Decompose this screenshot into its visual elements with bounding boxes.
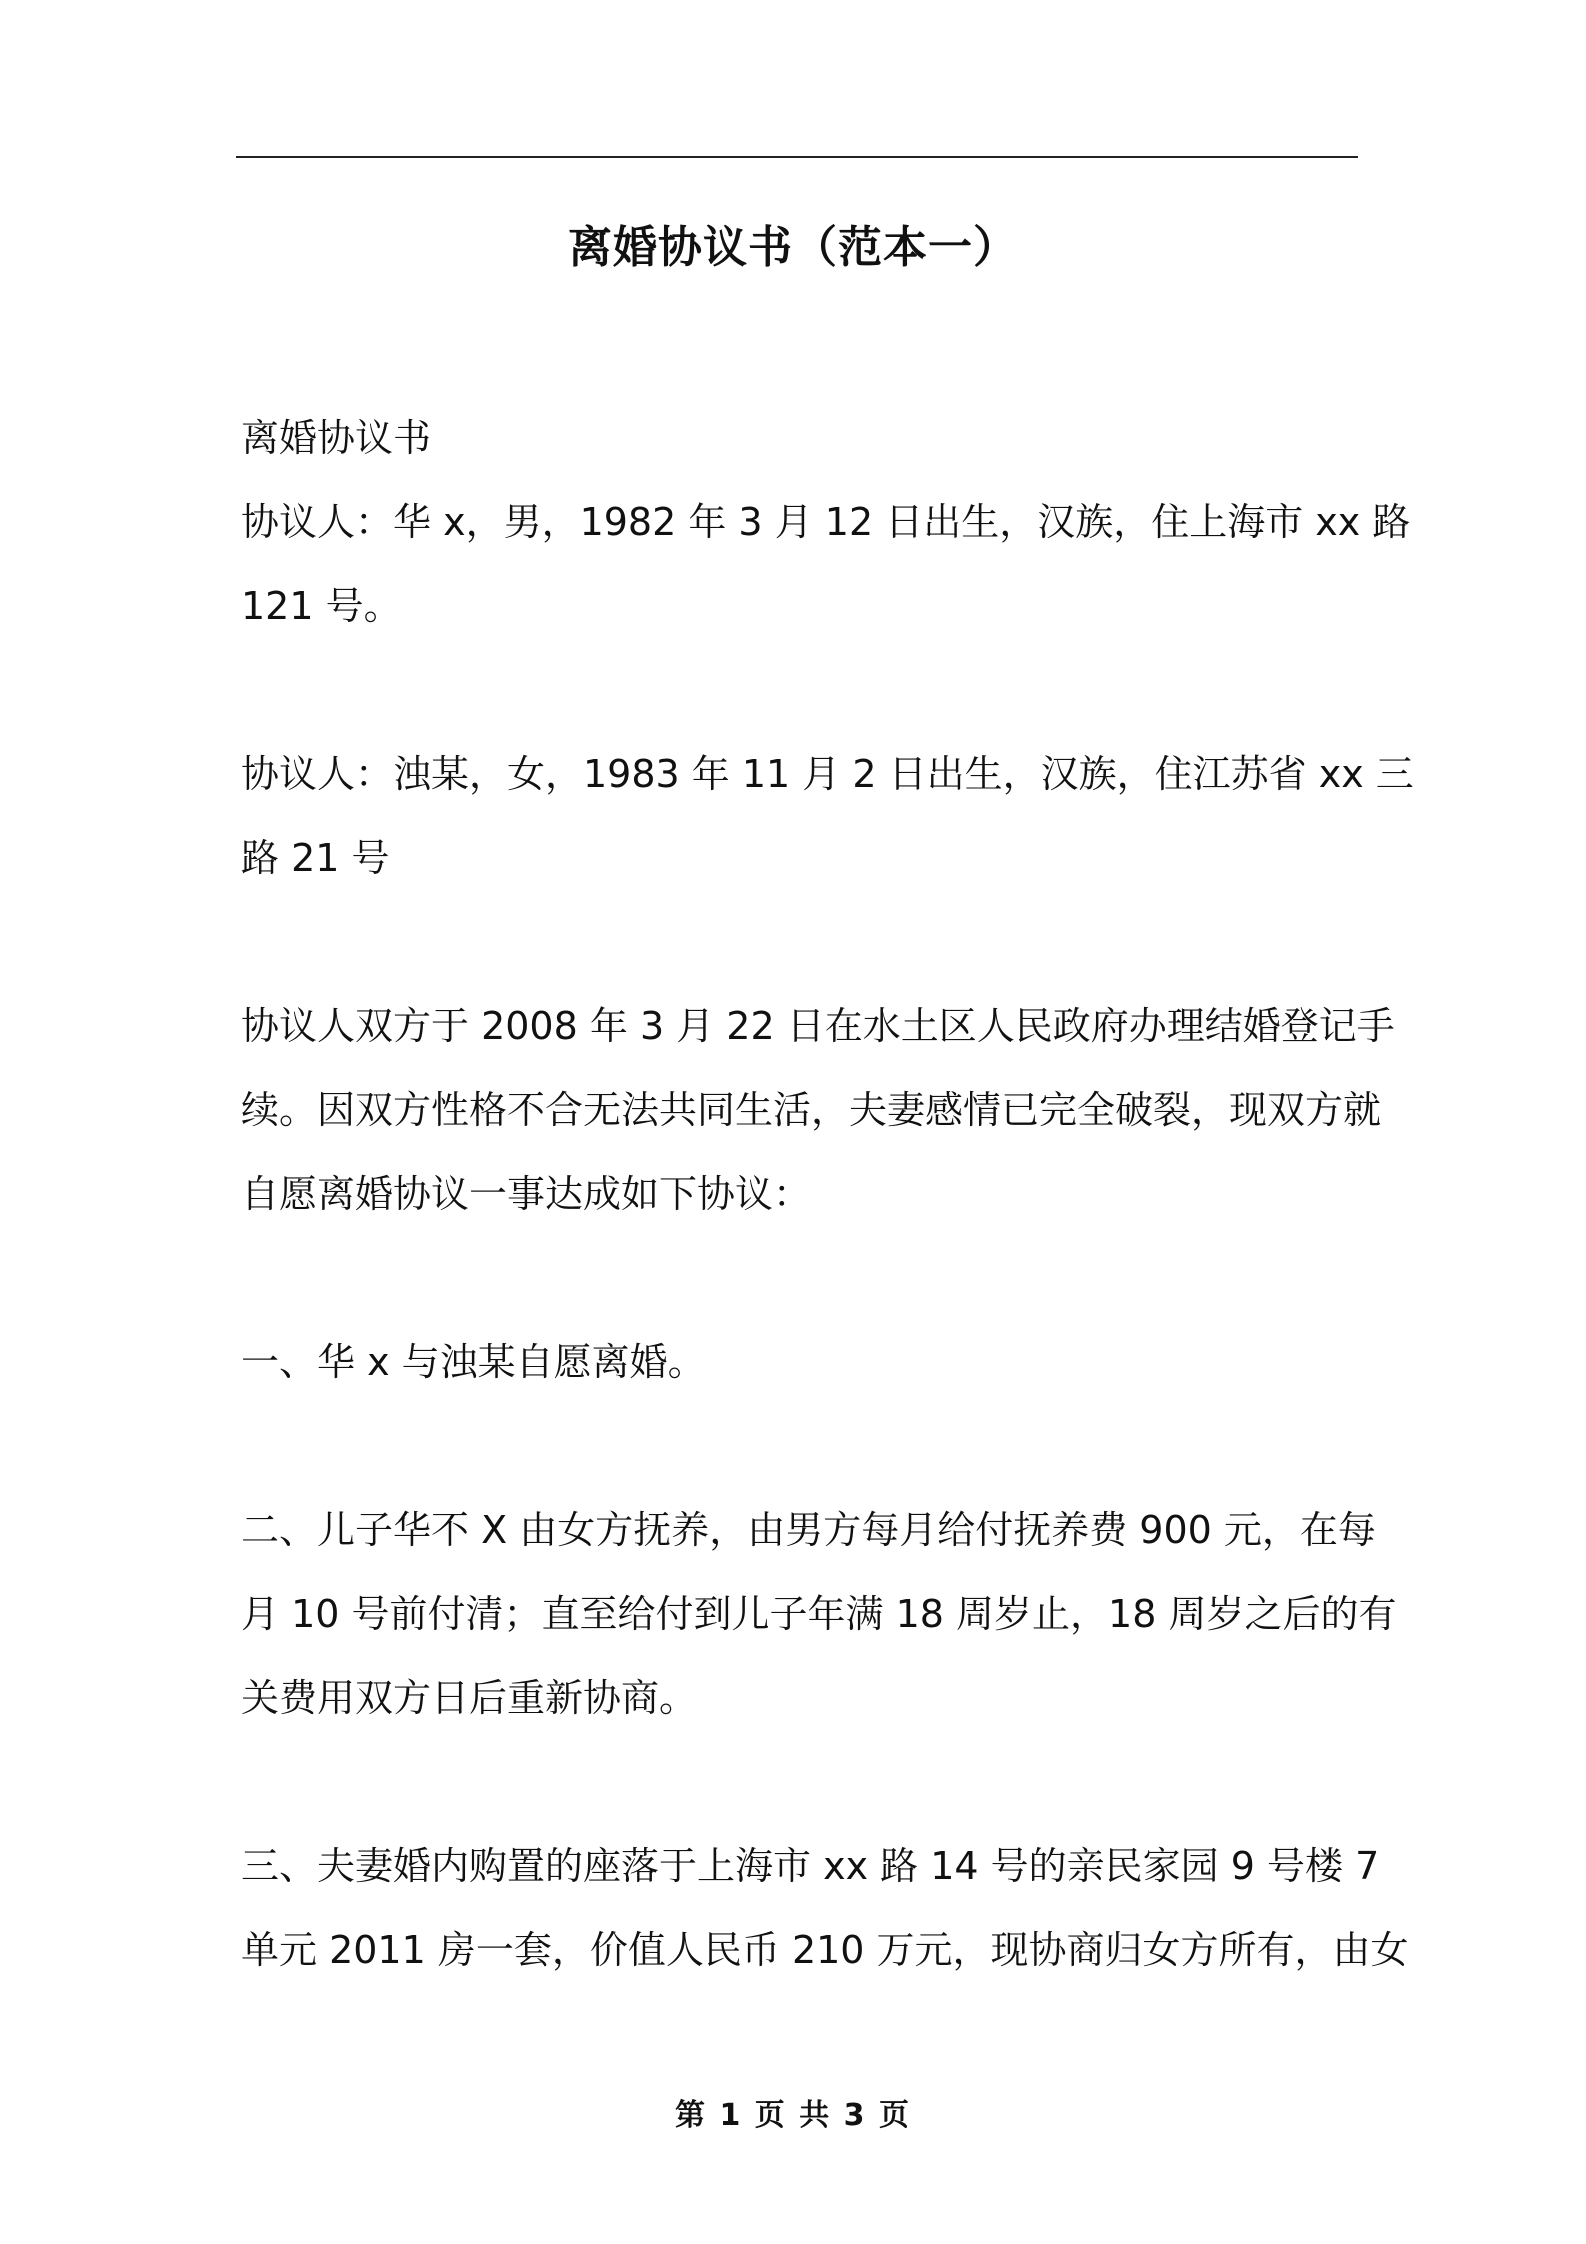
clause-3-line-2: 单元 2011 房一套，价值人民币 210 万元，现协商归女方所有，由女 xyxy=(241,1928,1409,1972)
party-1-paragraph xyxy=(241,480,1411,648)
clause-3-paragraph xyxy=(241,1824,1409,1992)
party-2-line-1: 协议人：浊某，女，1983 年 11 月 2 日出生，汉族，住江苏省 xx 三 xyxy=(241,752,1414,796)
clause-2-line-1: 二、儿子华不 X 由女方抚养，由男方每月给付抚养费 900 元，在每 xyxy=(241,1508,1376,1552)
party-1-line-2: 121 号。 xyxy=(241,584,402,628)
header-divider xyxy=(236,156,1358,158)
intro-line-1: 协议人双方于 2008 年 3 月 22 日在水土区人民政府办理结婚登记手 xyxy=(241,1004,1395,1048)
document-title: 离婚协议书（范本一） xyxy=(568,222,1018,273)
clause-3-line-1: 三、夫妻婚内购置的座落于上海市 xx 路 14 号的亲民家园 9 号楼 7 xyxy=(241,1844,1380,1888)
party-2-line-2: 路 21 号 xyxy=(241,836,390,880)
clause-2-line-2: 月 10 号前付清；直至给付到儿子年满 18 周岁止，18 周岁之后的有 xyxy=(241,1592,1397,1636)
clause-2-paragraph xyxy=(241,1488,1397,1740)
section-heading xyxy=(241,396,1357,480)
page-number: 第 1 页 共 3 页 xyxy=(675,2098,911,2133)
intro-line-2: 续。因双方性格不合无法共同生活，夫妻感情已完全破裂，现双方就 xyxy=(241,1088,1382,1132)
intro-line-3: 自愿离婚协议一事达成如下协议： xyxy=(241,1172,812,1216)
party-1-line-1: 协议人：华 x，男，1982 年 3 月 12 日出生，汉族，住上海市 xx 路 xyxy=(241,500,1411,544)
clause-1-paragraph xyxy=(241,1320,1357,1404)
heading-line: 离婚协议书 xyxy=(241,416,432,460)
clause-2-line-3: 关费用双方日后重新协商。 xyxy=(241,1676,698,1720)
clause-1-line-1: 一、华 x 与浊某自愿离婚。 xyxy=(241,1340,706,1384)
party-2-paragraph xyxy=(241,732,1414,900)
intro-paragraph xyxy=(241,984,1395,1236)
